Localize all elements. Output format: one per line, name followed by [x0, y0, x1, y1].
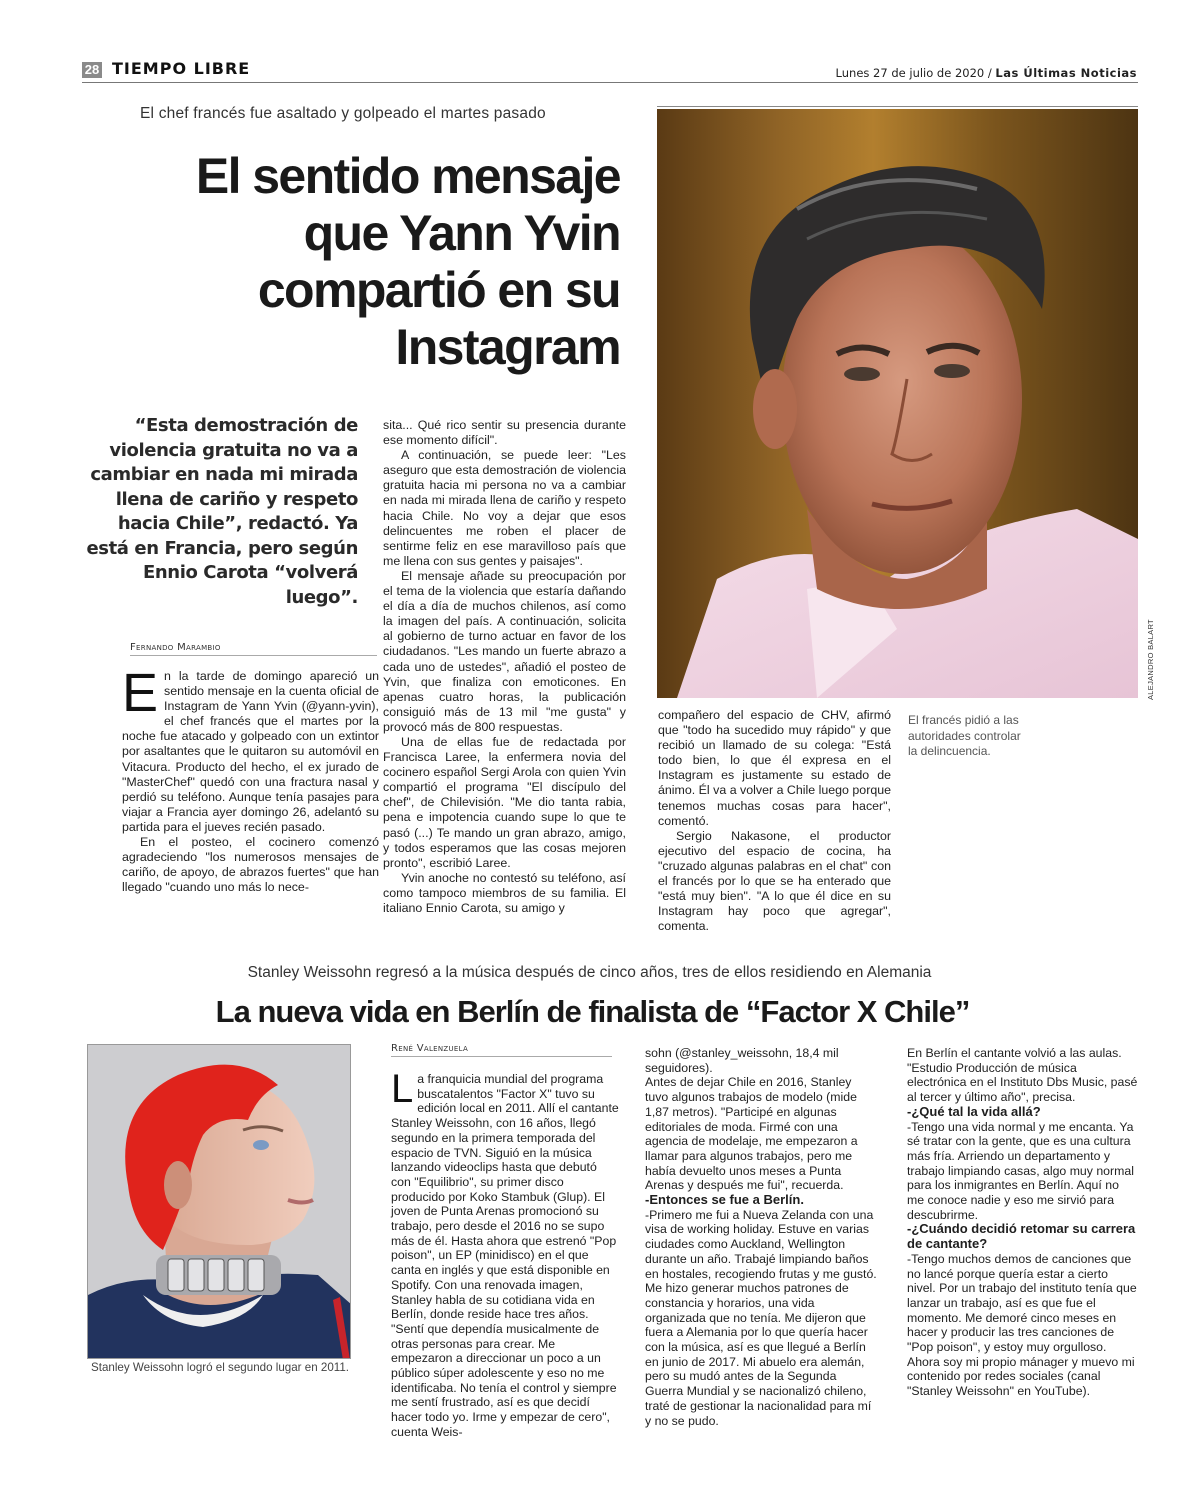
- paragraph: En la tarde de domingo apareció un sentido mensaje en la cuenta oficial de Instagram de Yann Yvin (@yann-yvin), el chef francés que el martes por la noche fue atacado y golpeado con un extintor por asaltantes que le quitaron su automóvil en Vitacura. Producto del hecho, el ex jurado de "MasterChef" quedó con una fractura nasal y perdió su teléfono. Aunque tenía pasajes para viajar a Francia ayer domingo 26, adelantó su partida para el jueves recién pasado.: [122, 663, 379, 834]
- paragraph: -Tengo una vida normal y me encanta. Ya sé tratar con la gente, que es una cultura más fría. Arriendo un departamento y trabajo limpiando casas, algo muy normal para los inmigrantes en Berlín. Aquí no me conoce nadie y eso me sirvió para descubrirme.: [907, 1119, 1134, 1222]
- paragraph: El mensaje añade su preocupación por el tema de la violencia que estaría dañando el día a día de muchos chilenos, así como la imagen del país. A continuación, solicita al gobierno de turno actuar en favor de los ciudadanos. "Les mando un fuerte abrazo a cada uno de ustedes", añadió el posteo de Yvin, que finaliza con emoticones. En apenas cuatro horas, la publicación consiguió más de 13 mil "me gusta" y provocó más de 800 respuestas.: [383, 568, 626, 734]
- paragraph: "Sentí que dependía musicalmente de otras personas para crear. Me empezaron a direccionar un poco a un público súper adolescente y eso no me identificaba. No tenía el control y siempre me sentí frustrado, así es que decidí hacer todo yo. Irme y empezar de cero", cuenta Weis-: [391, 1321, 617, 1439]
- article2-kicker: Stanley Weissohn regresó a la música después de cinco años, tres de ellos residiendo en Alemania: [247, 964, 932, 981]
- article1-column-3: [658, 708, 891, 934]
- paragraph: En Berlín el cantante volvió a las aulas. "Estudio Producción de música electrónica en el Instituto Dbs Music, pasé al tercer y último año", precisa.: [907, 1046, 1138, 1105]
- article2-column-1: [391, 1067, 619, 1440]
- article2-headline: La nueva vida en Berlín de finalista de “Factor X Chile”: [215, 994, 970, 1029]
- photo-credit: ALEJANDRO BALART: [1146, 619, 1155, 700]
- interview-question: -¿Cuándo decidió retomar su carrera de cantante?: [907, 1221, 1136, 1252]
- separator: /: [984, 66, 996, 80]
- paragraph: sohn (@stanley_weissohn, 18,4 mil seguidores).: [645, 1046, 839, 1075]
- article2-column-3: [907, 1046, 1139, 1399]
- article1-headline: El sentido mensaje que Yann Yvin compartió en su Instagram: [195, 148, 620, 375]
- interview-question: -Entonces se fue a Berlín.: [645, 1192, 804, 1208]
- portrait-illustration: [88, 1045, 351, 1359]
- paragraph: A continuación, se puede leer: "Les aseguro que esta demostración de violencia gratuita hacia mi persona no va a cambiar en nada mi mirada llena de cariño y respeto hacia Chile. No voy a dejar que esos delincuentes me roben el placer de sentirme feliz en ese maravilloso país que me llena con sus gentes y paisajes".: [383, 448, 626, 568]
- stanley-weissohn-photo: [87, 1044, 351, 1359]
- drop-cap: L: [391, 1067, 414, 1111]
- publication-name: Las Últimas Noticias: [995, 66, 1137, 80]
- paragraph: compañero del espacio de CHV, afirmó que "todo ha sucedido muy rápido" y que recibió un llamado de su colega: "Está todo bien, lo que él expresa en el Instagram es justamente su estado de ánimo. Él va a volver a Chile luego porque tenemos muchas cosas para hacer", comentó.: [658, 708, 891, 828]
- interview-question: -¿Qué tal la vida allá?: [907, 1103, 1041, 1119]
- photo-caption: El francés pidió a las autoridades controlar la delincuencia.: [908, 713, 1021, 758]
- paragraph: Yvin anoche no contestó su teléfono, así como tampoco miembros de su familia. El italiano Ennio Carota, su amigo y: [383, 870, 626, 915]
- byline: Fernando Marambio: [130, 642, 377, 656]
- paragraph: sita... Qué rico sentir su presencia durante ese momento difícil".: [383, 418, 626, 448]
- article1-column-2: [383, 418, 626, 916]
- issue-date: Lunes 27 de julio de 2020: [835, 66, 985, 80]
- dateline: [836, 66, 1137, 80]
- pull-quote: “Esta demostración de violencia gratuita no va a cambiar en nada mi mirada llena de cariño y respeto hacia Chile”, redactó. Ya está en Francia, pero según Ennio Carota “volverá luego”.: [86, 415, 358, 608]
- page-number: 28: [82, 62, 102, 78]
- paragraph: Una de ellas fue de redactada por Francisca Laree, la enfermera novia del cocinero español Sergi Arola con quien Yvin compartió el programa "El discípulo del chef", de Chilevisión. "Me dio tanta rabia, pena e impotencia cuando supe lo que te pasó (...) Te mando un gran abrazo, amigo, y todos esperamos que las cosas mejoren pronto", escribió Laree.: [383, 734, 626, 870]
- paragraph: En el posteo, el cocinero comenzó agradeciendo "los numerosos mensajes de cariño, de apoyo, de abrazos fuertes" que han llegado "cuando uno más lo nece-: [122, 835, 379, 895]
- header-rule: [82, 82, 1138, 83]
- photo-rule: [657, 106, 1138, 107]
- drop-cap: E: [122, 663, 159, 723]
- paragraph: -Tengo muchos demos de canciones que no lancé porque quería estar a cierto nivel. Por un trabajo del instituto tenía que lanzar un trabajo, así es que fue el momento. Me demoré cinco meses en hacer y producir las tres canciones de "Pop poison", y estoy muy orgulloso. Ahora soy mi propio mánager y muevo mi contenido por redes sociales (canal "Stanley Weissohn" en YouTube).: [907, 1251, 1137, 1399]
- paragraph: Antes de dejar Chile en 2016, Stanley tuvo algunos trabajos de modelo (mide 1,87 metros). "Participé en algunas editoriales de moda. Firmé con una agencia de modelaje, me empezaron a llamar para algunos trabajos, pero me había devuelto unos meses a Punta Arenas y después me fui", recuerda.: [645, 1075, 858, 1193]
- article1-kicker: El chef francés fue asaltado y golpeado el martes pasado: [140, 105, 546, 122]
- paragraph: Sergio Nakasone, el productor ejecutivo del espacio de cocina, ha "cruzado algunas palabras en el chat" con el francés por lo que se ha enterado que "está muy bien". "A lo que él dice en su Instagram hay poco que agregar", comenta.: [658, 828, 891, 934]
- photo-caption: Stanley Weissohn logró el segundo lugar en 2011.: [91, 1361, 350, 1374]
- yann-yvin-photo: [657, 109, 1138, 698]
- portrait-illustration: [657, 109, 1138, 698]
- byline: René Valenzuela: [391, 1043, 612, 1057]
- paragraph: La franquicia mundial del programa buscatalentos "Factor X" tuvo su edición local en 2011. Allí el cantante Stanley Weissohn, con 16 años, llegó segundo en la primera temporada del espacio de TVN. Siguió en la música lanzando videoclips hasta que debutó con "Equilibrio", su primer disco producido por Koko Stambuk (Glup). El joven de Punta Arenas promocionó su trabajo, pero desde el 2016 no se supo más de él. Hasta ahora que estrenó "Pop poison", un EP (minidisco) en el que canta en inglés y que está disponible en Spotify. Con una renovada imagen, Stanley habla de su cotidiana vida en Berlín, donde reside hace tres años.: [391, 1067, 619, 1322]
- article2-column-2: [645, 1046, 878, 1428]
- paragraph: -Primero me fui a Nueva Zelanda con una visa de working holiday. Estuve en varias ciudades como Auckland, Wellington durante un año. Trabajé limpiando baños en hostales, recogiendo frutas y me gustó. Me hizo generar muchos patrones de constancia y horarios, una vida organizada que no tenía. Me dijeron que fuera a Alemania por lo que quería hacer con la música, así es que llegué a Berlín en junio de 2017. Mi abuelo era alemán, pero su mudó antes de la Segunda Guerra Mundial y se nacionalizó chileno, traté de gestionar la nacionalidad para mí y no se pudo.: [645, 1207, 877, 1428]
- article1-column-1: [122, 663, 379, 895]
- section-title: TIEMPO LIBRE: [112, 59, 251, 78]
